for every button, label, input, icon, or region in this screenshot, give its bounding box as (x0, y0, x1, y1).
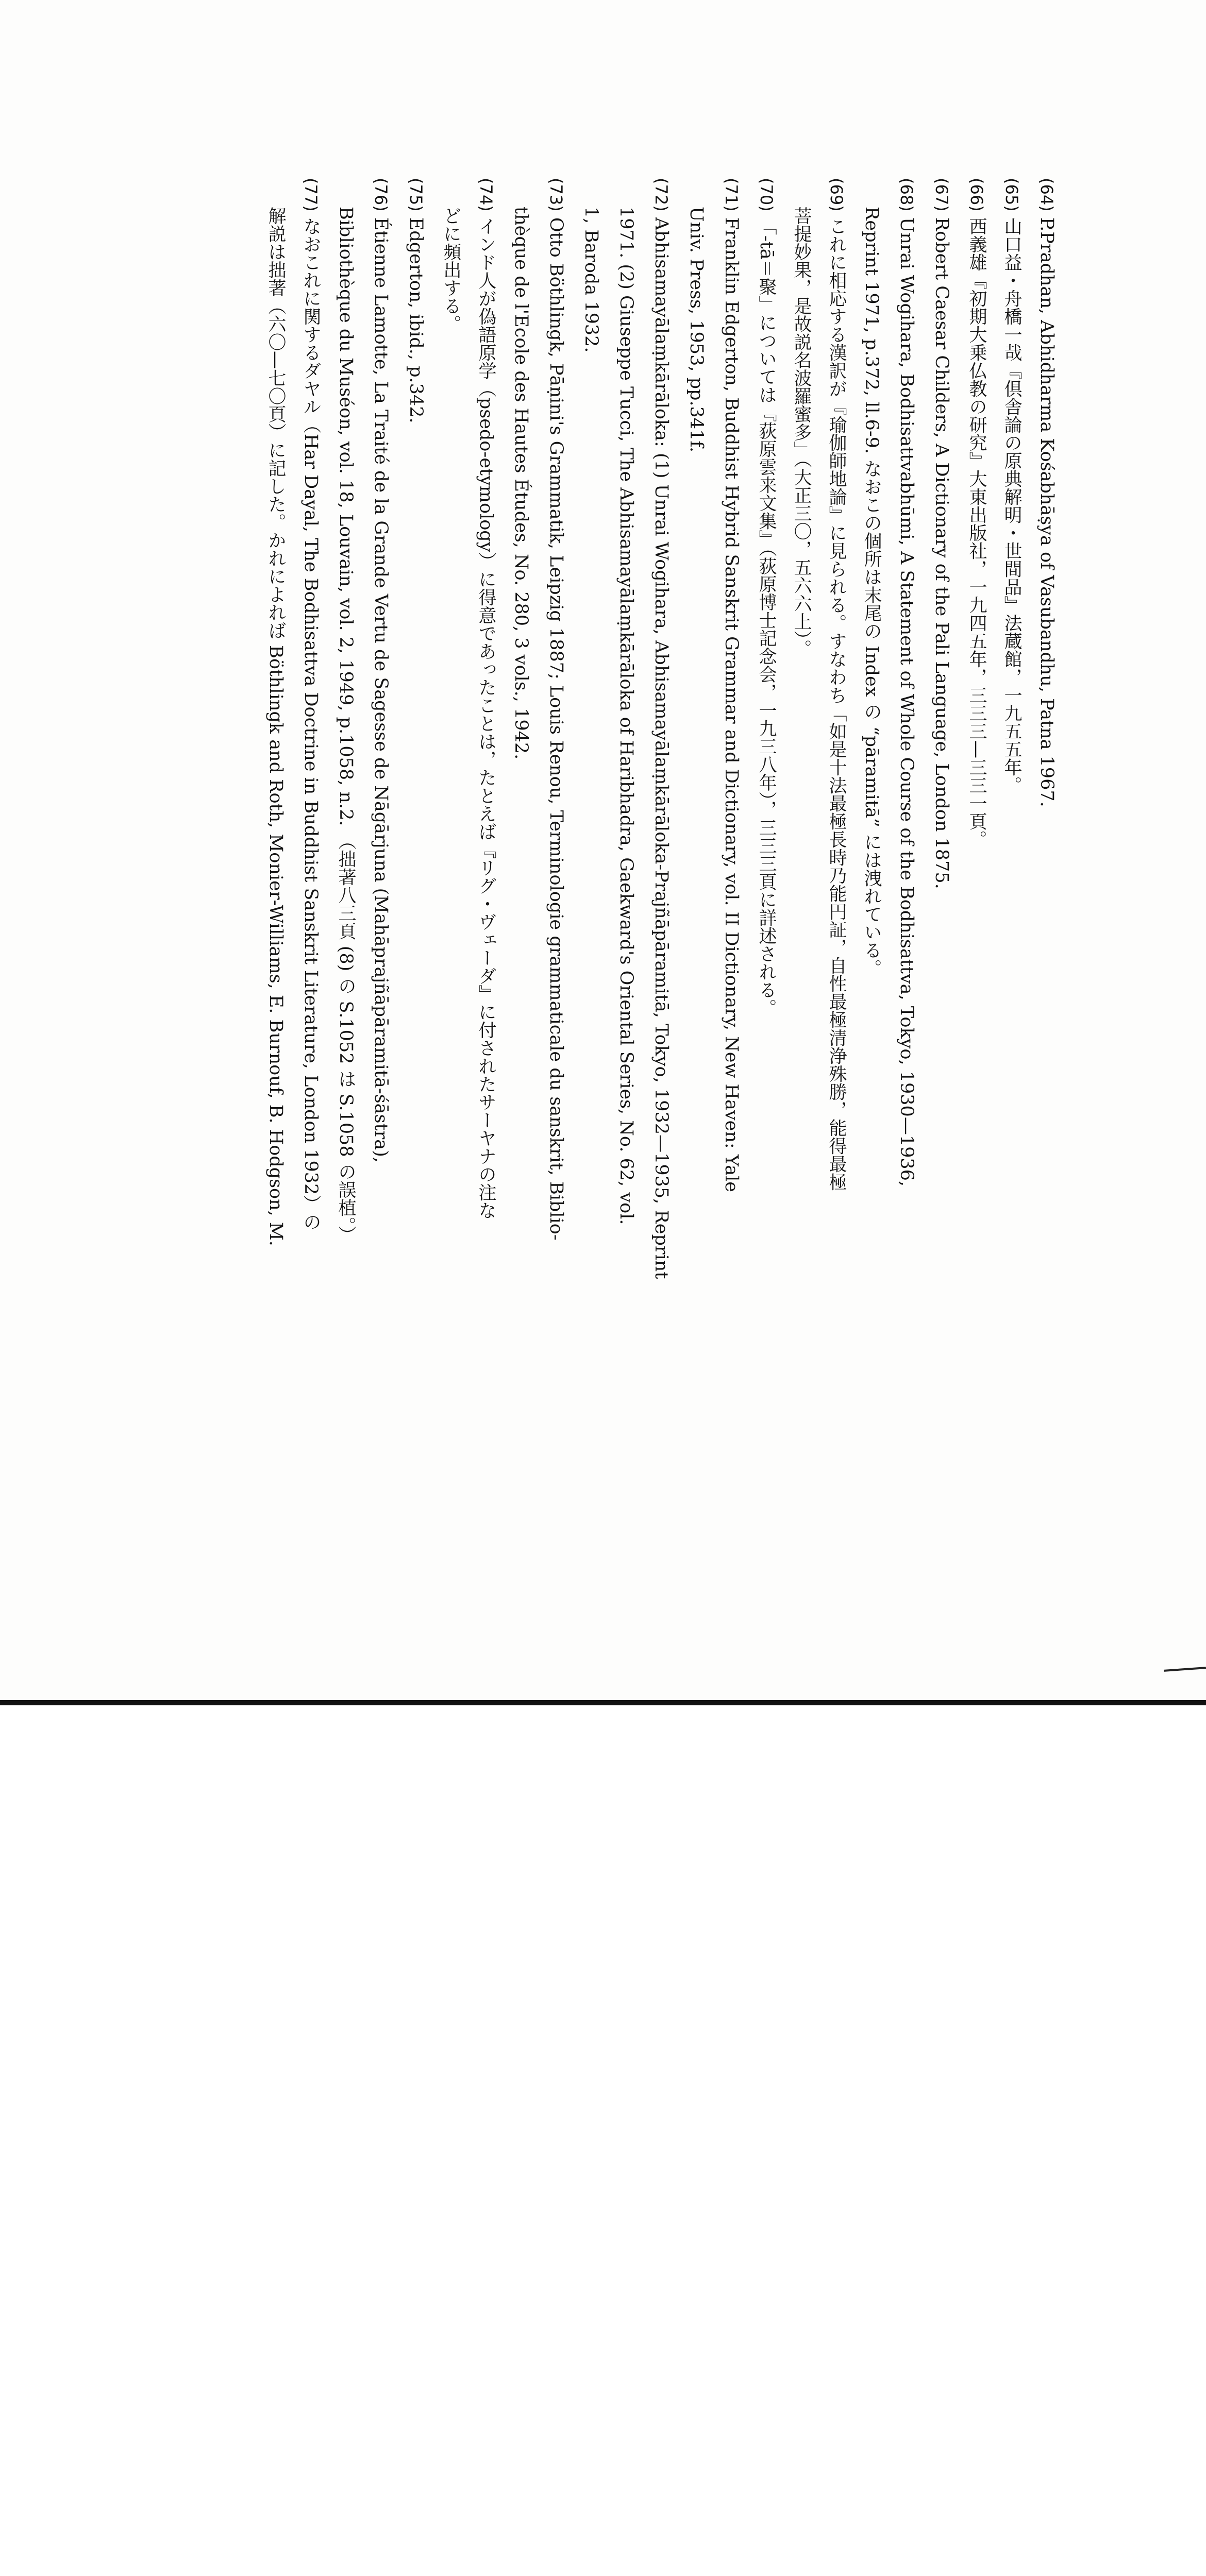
note-68-continuation: Reprint 1971, p.372, ll.6-9. なおこの個所は末尾の Index の “pāramitā” には洩れている。 (861, 207, 882, 977)
note-68: (68) Unrai Wogihara, Bodhisattvabhūmi, A Statement of Whole Course of the Bodhisattva, Tokyo, 1930—1936, (896, 178, 917, 1187)
note-67: (67) Robert Caesar Childers, A Dictionary of the Pali Language, London 1875. (931, 178, 952, 889)
note-65: (65) 山口益・舟橋一哉『倶舎論の原典解明・世間品』法蔵館，一九五五年。 (1001, 178, 1022, 794)
note-69: (69) これに相応する漢訳が『瑜伽師地論』に見られる。すなわち「如是十法最極長時乃能円証，自性最極清浄殊勝，能得最極 (826, 178, 847, 1191)
note-73: (73) Otto Böthlingk, Pāṇini's Grammatik, Leipzig 1887; Louis Renou, Terminologie grammaticale du sanskrit, Biblio- (546, 178, 566, 1241)
note-73-continuation: thèque de l'Ecole des Hautes Études, No. 280, 3 vols., 1942. (511, 207, 531, 760)
note-71-continuation: Univ. Press, 1953, pp.341f. (686, 207, 707, 453)
note-70: (70) 「-tā＝聚」については『荻原雲来文集』（荻原博士記念会，一九三八年），三三三頁に詳述される。 (756, 178, 777, 1017)
note-72-continuation-2: 1, Baroda 1932. (581, 207, 601, 353)
note-66: (66) 西義雄『初期大乗仏教の研究』大東出版社，一九四五年，三三三—三三一頁。 (966, 178, 987, 849)
scan-bottom-border (0, 1700, 1206, 1705)
note-77-continuation: 解説は拙著（六〇—七〇頁）に記した。かれによれば Böthlingk and Roth, Monier-Williams, E. Burnouf, B. Hodgson, M. (265, 207, 286, 1246)
note-72-continuation-1: 1971. (2) Giuseppe Tucci, The Abhisamayālaṃkārāloka of Haribhadra, Gaekward's Oriental Series, No. 62, vol. (616, 207, 636, 1225)
endnotes-columns (178, 178, 1064, 1543)
note-71: (71) Franklin Edgerton, Buddhist Hybrid Sanskrit Grammar and Dictionary, vol. II Dictionary, New Haven: Yale (721, 178, 742, 1193)
note-74-continuation: どに頻出する。 (441, 207, 461, 333)
note-72: (72) Abhisamayālaṃkārāloka: (1) Unrai Wogihara, Abhisamayālaṃkārāloka-Prajñāpāramitā, Tokyo, 1932—1935, Reprint (651, 178, 672, 1279)
note-69-continuation: 菩提妙果，是故説名波羅蜜多」（大正三〇，五六六上）。 (791, 207, 812, 657)
note-76: (76) Étienne Lamotte, La Traité de la Grande Vertu de Sagesse de Nāgārjuna (Mahāprajñāpāramitā-śāstra), (371, 178, 391, 1163)
note-76-continuation: Bibliothèque du Muséon, vol. 18, Louvain, vol. 2, 1949, p.1058, n.2. （拙著八三頁 (8) の S.1052 は S.1058 の誤植。） (336, 207, 356, 1244)
note-64: (64) P.Pradhan, Abhidharma Kośabhāṣya of Vasubandhu, Patna 1967. (1036, 178, 1057, 807)
scan-edge-mark (1164, 1667, 1206, 1672)
note-74: (74) インド人が偽語原学（psedo-etymology）に得意であったことは，たとえば『リグ・ヴェーダ』に付されたサーヤナの注な (476, 178, 496, 1219)
note-75: (75) Edgerton, ibid., p.342. (406, 178, 426, 423)
note-77: (77) なおこれに関するダヤル（Har Dayal, The Bodhisattva Doctrine in Buddhist Sanskrit Literature, London 1932）の (300, 178, 321, 1231)
